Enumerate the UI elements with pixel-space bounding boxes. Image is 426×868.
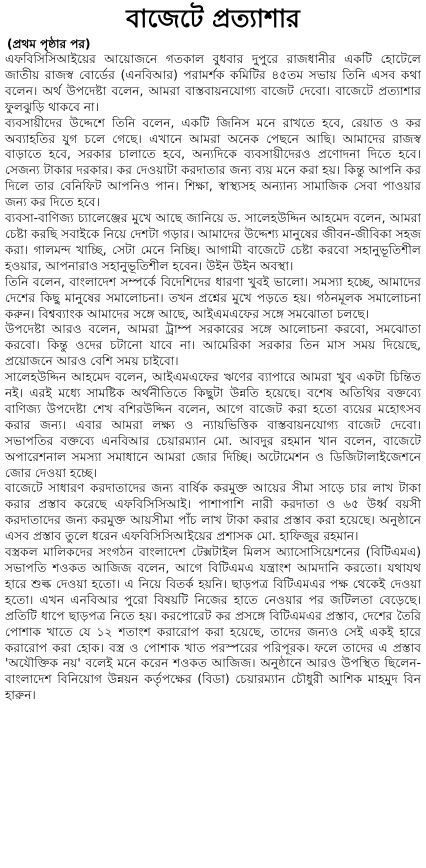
article-paragraph: ব্যবসা-বাণিজ্য চ্যালেঞ্জের মুখে আছে জানিয়ে ড. সালেহউদ্দিন আহমেদ বলেন, আমরা চেষ্টা করছি সবাইকে নিয়ে দেশটা গড়ার। আমাদের উদ্দেশ্য মানুষের জীবন-জীবিকা সহজ করা। গালমন্দ খাচ্ছি, সেটা মেনে নিচ্ছি। আগামী বাজেটে চেষ্টা করবো সহানুভূতিশীল হওয়ার, আপনারাও সহানুভূতিশীল হবেন। উইন উইন অবস্থা। <box>5 211 421 273</box>
article-headline: বাজেটে প্রত্যাশার <box>126 4 300 33</box>
article-body <box>5 52 421 704</box>
article-paragraph: এফবিসিসিআইয়ের আয়োজনে গতকাল বুধবার দুপুরে রাজধানীর একটি হোটেলে জাতীয় রাজস্ব বোর্ডের (এনবিআর) পরামর্শক কমিটির ৪৫তম সভায় তিনি এসব কথা বলেন। অর্থ উপদেষ্টা বলেন, আমরা বাস্তবায়নযোগ্য বাজেট দেবো। বাজেটে প্রত্যাশার ফুলঝুড়ি থাকবে না। <box>5 52 421 114</box>
article-paragraph: সালেহউদ্দিন আহমেদ বলেন, আইএমএফের ঋণের ব্যাপারে আমরা খুব একটা চিন্তিত নই। এরই মধ্যে সামষ্টিক অর্থনীতিতে কিছুটা উন্নতি হয়েছে। বশেষ অতিথির বক্তব্যে বাণিজ্য উপদেষ্টা শেখ বশিরউদ্দিন বলেন, আগে বাজেট করা হতো ব্যয়ের মহোৎসব করার জন্য। এবার আমরা লক্ষ্য ও ন্যায়ভিত্তিক বাস্তবায়নযোগ্য বাজেট দেবো। সভাপতির বক্তব্যে এনবিআর চেয়ারম্যান মো. আবদুর রহমান খান বলেন, বাজেটে অপারেশনাল সমস্যা সমাধানে আমরা জোর দিচ্ছি। অটোমেশন ও ডিজিটালাইজেশনে জোর দেওয়া হচ্ছে। <box>5 370 421 480</box>
continuation-label: (প্রথম পৃষ্ঠার পর) <box>7 37 91 51</box>
article-paragraph: বাজেটে সাধারণ করদাতাদের জন্য বার্ষিক করমুক্ত আয়ের সীমা সাড়ে চার লাখ টাকা করার প্রস্তাব করেছে এফবিসিসিআই। পাশাপাশি নারী করদাতা ও ৬৫ উর্ধ্ব বয়সী করদাতাদের জন্য করমুক্ত আয়সীমা পাঁচ লাখ টাকা করার প্রস্তাব করা হয়েছে। অনুষ্ঠানে এসব প্রস্তাব তুলে ধরেন এফবিসিসিআইয়ের প্রশাসক মো. হাফিজুর রহমান। <box>5 481 421 544</box>
article-paragraph: তিনি বলেন, বাংলাদেশ সম্পর্কে বিদেশিদের ধারণা খুবই ভালো। সমস্যা হচ্ছে, আমাদের দেশের কিছু মানুষের সমালোচনা। তখন প্রশ্নের মুখে পড়তে হয়। গঠনমূলক সমালোচনা করুন। বিশ্বব্যাংক আমাদের সঙ্গে আছে, আইএমএফের সঙ্গে সমঝোতা চলছে। <box>5 274 421 321</box>
article-paragraph: উপদেষ্টা আরও বলেন, আমরা ট্রাম্প সরকারের সঙ্গে আলোচনা করবো, সমঝোতা করবো। কিন্তু ওদের চটানো যাবে না। আমেরিকা সরকার তিন মাস সময় দিয়েছে, প্রয়োজনে আরও বেশি সময় চাইবো। <box>5 322 421 369</box>
article-paragraph: ব্যবসায়ীদের উদ্দেশে তিনি বলেন, একটি জিনিস মনে রাখতে হবে, রেয়াত ও কর অব্যাহতির যুগ চলে গেছে। এখানে আমরা অনেক পেছনে আছি। আমাদের রাজস্ব বাড়াতে হবে, সরকার চালাতে হবে, অন্যদিকে ব্যবসায়ীদেরও প্রণোদনা দিতে হবে। সেজন্য টাকার দরকার। কর দেওয়াটা করদাতার জন্য ব্যয় মনে করা হয়। কিন্তু আপনি কর দিলে তার বেনিফিট আপনিও পান। শিক্ষা, স্বাস্থ্যসহ অন্যান্য সামাজিক সেবা পাওয়ার জন্য কর দিতে হবে। <box>5 115 421 210</box>
article-paragraph: বস্ত্রকল মালিকদের সংগঠন বাংলাদেশ টেক্সটাইল মিলস অ্যাসোসিয়েশনের (বিটিএমএ) সভাপতি শওকত আজিজ বলেন, আগে বিটিএমএ যন্ত্রাংশ আমদানি করতো। যথাযথ হারে শুল্ক দেওয়া হতো। এ নিয়ে বিতর্ক হয়নি। ছাড়পত্র বিটিএমএর পক্ষ থেকেই দেওয়া হতো। এখন এনবিআর পুরো বিষয়টি নিজের হাতে নেওয়ার পর জটিলতা বেড়েছে। প্রতিটি ধাপে ছাড়পত্র নিতে হয়। করপোরেট কর প্রসঙ্গে বিটিএমএর প্রস্তাব, দেশের তৈরি পোশাক খাতে যে ১২ শতাংশ করারোপ করা হয়েছে, তাদের জন্যও সেই একই হারে করারোপ করা হোক। বস্ত্র ও পোশাক খাত পরস্পরের পরিপূরক। ফলে তাদের এ প্রস্তাব 'অযৌক্তিক নয়' বলেই মনে করেন শওকত আজিজ। অনুষ্ঠানে আরও উপস্থিত ছিলেন- বাংলাদেশ বিনিয়োগ উন্নয়ন কর্তৃপক্ষের (বিডা) চেয়ারম্যান চৌধুরী আশিক মাহমুদ বিন হারুন। <box>5 545 421 703</box>
